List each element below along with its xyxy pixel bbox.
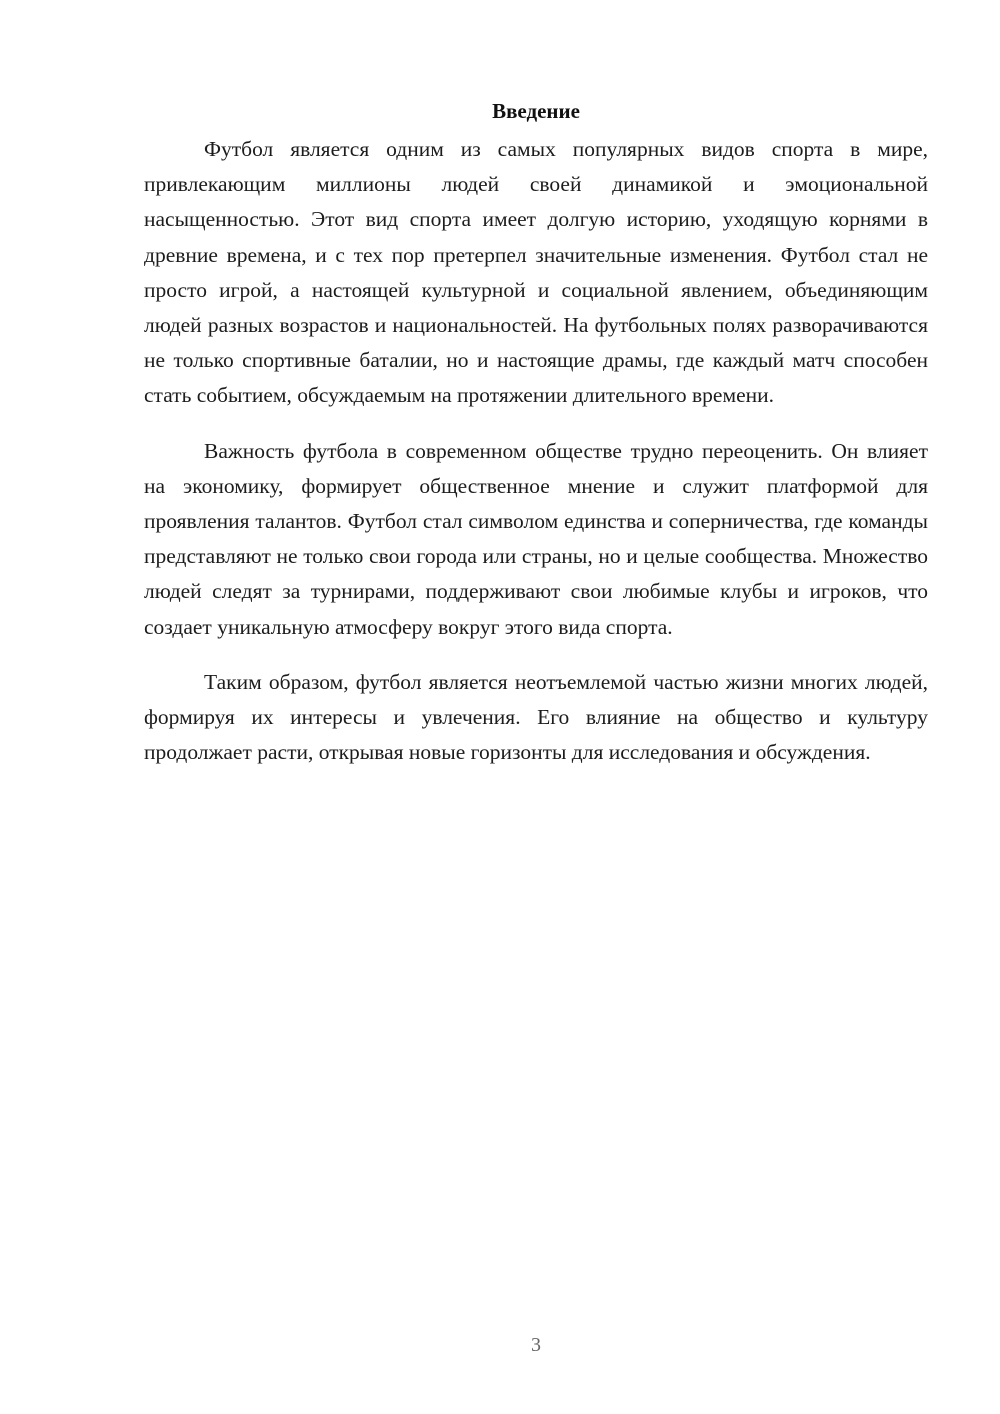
- page-number: 3: [531, 1334, 541, 1356]
- page-content: [144, 96, 928, 790]
- paragraph-3: Таким образом, футбол является неотъемлемой частью жизни многих людей, формируя их интересы и увлечения. Его влияние на общество и культуру продолжает расти, открывая новые горизонты для исследования и обсуждения.: [144, 669, 928, 765]
- paragraph-2: Важность футбола в современном обществе трудно переоценить. Он влияет на экономику, формирует общественное мнение и служит платформой для проявления талантов. Футбол стал символом единства и соперничества, где команды представляют не только свои города или страны, но и целые сообщества. Множество людей следят за турнирами, поддерживают свои любимые клубы и игроков, что создает уникальную атмосферу вокруг этого вида спорта.: [144, 438, 928, 639]
- section-heading: Введение: [492, 99, 580, 123]
- paragraph-1: Футбол является одним из самых популярных видов спорта в мире, привлекающим миллионы людей своей динамикой и эмоциональной насыщенностью. Этот вид спорта имеет долгую историю, уходящую корнями в древние времена, и с тех пор претерпел значительные изменения. Футбол стал не просто игрой, а настоящей культурной и социальной явлением, объединяющим людей разных возрастов и национальностей. На футбольных полях разворачиваются не только спортивные баталии, но и настоящие драмы, где каждый матч способен стать событием, обсуждаемым на протяжении длительного времени.: [144, 137, 928, 408]
